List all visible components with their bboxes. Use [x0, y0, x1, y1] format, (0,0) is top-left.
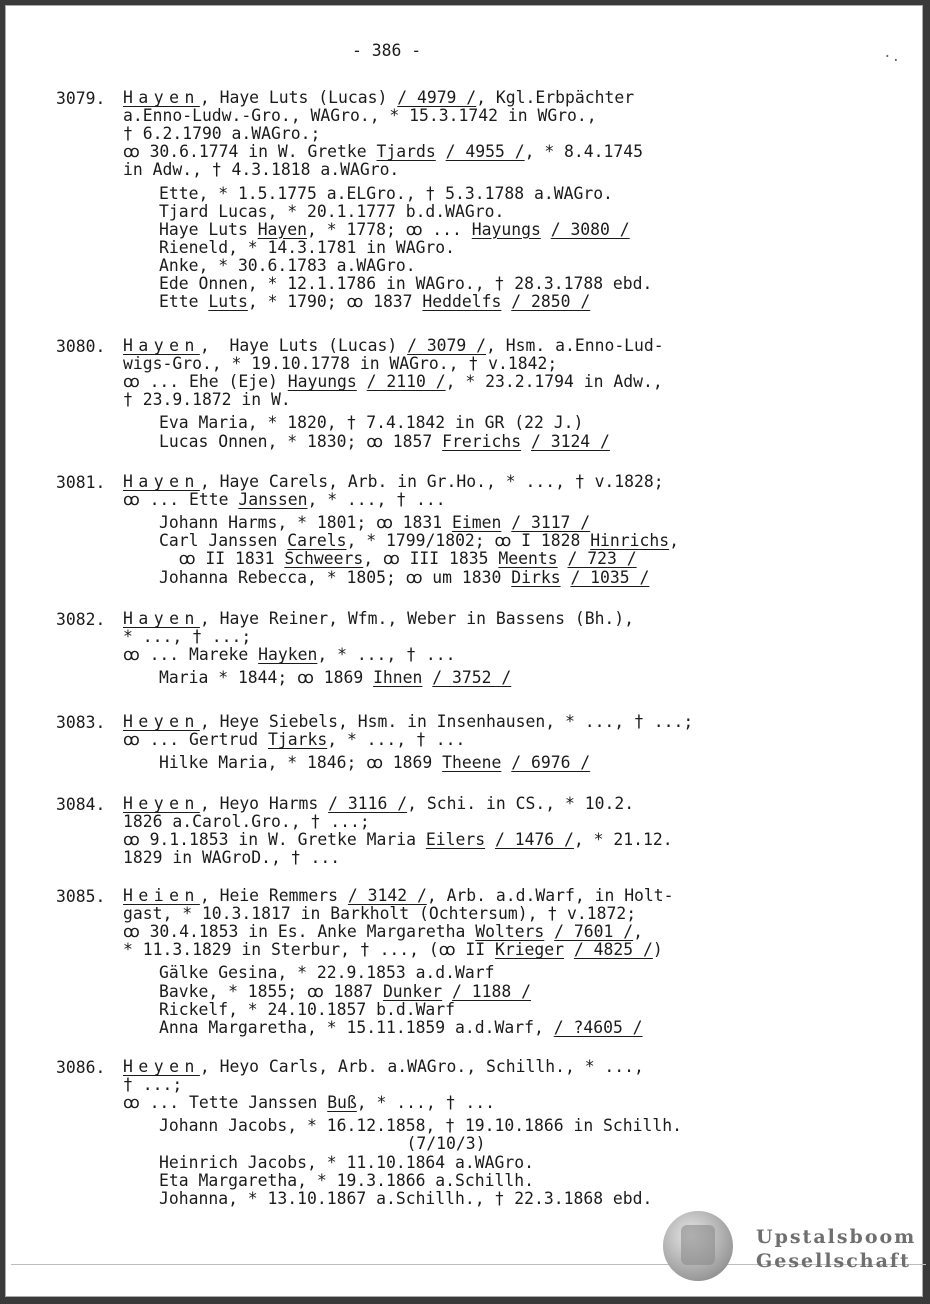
text-segment: , Heie Remmers	[199, 886, 348, 905]
logo-line-1: Upstalsboom	[756, 1226, 917, 1248]
text-segment: (7/10/3)	[406, 1134, 486, 1154]
text-segment: Johann Jacobs, * 16.12.1858, † 19.10.1866 in Schillh.	[159, 1116, 683, 1136]
text-segment: * 11.3.1829 in Sterbur, † ..., (ꝏ II	[123, 940, 495, 960]
underlined-reference: Hayungs	[287, 372, 357, 392]
text-segment: Bavke, * 1855; ꝏ 1887	[159, 981, 383, 1001]
text-segment: , * 1790; ꝏ 1837	[247, 292, 423, 312]
underlined-reference: / 2110 /	[366, 372, 446, 392]
underlined-reference: / 1476 /	[494, 830, 574, 850]
entry-line	[123, 795, 634, 813]
text-segment	[501, 753, 511, 772]
text-segment	[422, 668, 432, 687]
child-line	[159, 983, 531, 1001]
child-line	[159, 433, 610, 451]
text-segment: , ꝏ III 1835	[363, 549, 499, 569]
text-segment: , * ..., † ...	[356, 1093, 495, 1113]
text-segment: Ette, * 1.5.1775 a.ELGro., † 5.3.1788 a.WAGro.	[159, 183, 613, 203]
text-segment: 1826 a.Carol.Gro., † ...;	[123, 812, 370, 832]
text-segment: † 23.9.1872 in W.	[123, 390, 291, 410]
text-segment: Heinrich Jacobs, * 11.10.1864 a.WAGro.	[159, 1152, 534, 1172]
text-segment: wigs-Gro., * 19.10.1778 in WAGro., † v.1842;	[123, 354, 558, 374]
entry-line	[123, 161, 399, 179]
entry-line	[123, 143, 643, 161]
entry-line	[123, 941, 663, 959]
entry-line	[123, 391, 291, 409]
text-segment: ꝏ 30.6.1774 in W. Gretke	[123, 142, 377, 162]
text-segment	[558, 549, 568, 568]
text-segment	[521, 432, 531, 451]
underlined-reference: Dirks	[511, 567, 561, 587]
text-segment	[442, 982, 452, 1001]
underlined-reference: Tjards	[376, 142, 436, 162]
text-segment: Haye Luts	[159, 219, 258, 239]
text-segment: Tjard Lucas, * 20.1.1777 b.d.WAGro.	[159, 201, 505, 221]
text-segment: , * 1799/1802; ꝏ I 1828	[346, 531, 591, 551]
upstalsboom-seal-icon	[663, 1211, 733, 1281]
text-segment: , Heyo Harms	[199, 794, 329, 813]
text-segment: ꝏ ... Gertrud	[123, 730, 268, 750]
child-line	[159, 514, 590, 532]
text-segment: Maria * 1844; ꝏ 1869	[159, 668, 374, 688]
text-segment: )	[652, 940, 663, 960]
text-segment: ꝏ 30.4.1853 in Es. Anke Margaretha	[123, 922, 476, 942]
underlined-reference: Heddelfs	[422, 292, 502, 312]
entry-line	[123, 610, 634, 628]
text-segment: Rickelf, * 24.10.1857 b.d.Warf	[159, 999, 456, 1019]
text-segment	[357, 372, 367, 391]
underlined-reference: Krieger	[494, 940, 565, 960]
page-number: - 386 -	[352, 41, 422, 60]
text-segment: , Haye Carels, Arb. in Gr.Ho., * ..., † v.1828;	[199, 472, 664, 491]
underlined-reference: / 4955 /	[445, 142, 525, 162]
underlined-reference: Buß	[327, 1093, 357, 1113]
entry-number: 3084.	[56, 795, 106, 814]
child-line	[179, 550, 637, 568]
text-segment: Rieneld, * 14.3.1781 in WAGro.	[159, 237, 456, 257]
entry-line	[123, 355, 557, 373]
child-line	[407, 1135, 486, 1153]
text-segment: Lucas Onnen, * 1830; ꝏ 1857	[159, 431, 443, 451]
underlined-reference: Luts	[208, 292, 248, 312]
child-line	[159, 532, 679, 550]
underlined-reference: / 3117 /	[511, 513, 591, 533]
child-line	[159, 239, 455, 257]
underlined-reference: Theene	[442, 753, 502, 773]
entry-line	[123, 628, 251, 646]
text-segment: ꝏ ... Mareke	[123, 645, 259, 665]
text-segment: , * 1778; ꝏ ...	[307, 219, 472, 239]
text-segment: 1829 in WAGroD., † ...	[123, 848, 341, 868]
text-segment: gast, * 10.3.1817 in Barkholt (Ochtersum), † v.1872;	[123, 904, 637, 924]
text-segment: , Arb. a.d.Warf, in Holt-	[426, 886, 674, 905]
text-segment: , * ..., † ...	[307, 490, 446, 510]
underlined-reference: / 723 /	[567, 549, 637, 569]
text-segment: , Haye Luts (Lucas)	[199, 88, 398, 107]
text-segment	[436, 142, 446, 161]
entry-line	[123, 125, 320, 143]
underlined-reference: / 3124 /	[530, 431, 610, 451]
text-segment: * ..., † ...;	[123, 627, 252, 647]
child-line	[159, 1019, 643, 1037]
text-segment: , * ..., † ...	[317, 645, 456, 665]
text-segment: , * 23.2.1794 in Adw.,	[445, 372, 663, 392]
underlined-reference: / 3752 /	[432, 668, 512, 688]
child-line	[159, 1172, 534, 1190]
entry-line	[123, 849, 340, 867]
entry-line	[123, 337, 664, 355]
text-segment: ,	[669, 531, 680, 551]
text-segment: ꝏ II 1831	[178, 549, 285, 569]
underlined-reference: / 2850 /	[511, 292, 591, 312]
underlined-reference: / 3116 /	[328, 794, 408, 813]
text-segment: Ede Onnen, * 12.1.1786 in WAGro., † 28.3.1788 ebd.	[159, 274, 653, 293]
child-line	[159, 1154, 534, 1172]
child-line	[159, 257, 416, 275]
text-segment: Eta Margaretha, * 19.3.1866 a.Schillh.	[159, 1170, 534, 1190]
entry-number: 3086.	[56, 1058, 106, 1077]
text-segment: Anke, * 30.6.1783 a.WAGro.	[159, 255, 416, 275]
underlined-reference: Eilers	[425, 830, 486, 850]
text-segment: ,	[633, 922, 643, 942]
underlined-reference: Tjarks	[267, 730, 328, 750]
underlined-reference: / 6976 /	[511, 753, 591, 773]
logo-line-2: Gesellschaft	[756, 1250, 911, 1272]
entry-line	[123, 1094, 495, 1112]
margin-mark: ·.	[883, 49, 900, 65]
text-segment: Anna Margaretha, * 15.11.1859 a.d.Warf,	[159, 1017, 554, 1037]
underlined-reference: / 4825 /	[573, 940, 653, 960]
text-segment: Johann Harms, * 1801; ꝏ 1831	[159, 513, 452, 533]
child-line	[159, 185, 613, 203]
text-segment	[564, 940, 574, 959]
underlined-reference: / 3142 /	[347, 886, 427, 905]
text-segment	[501, 513, 511, 532]
underlined-reference: Eimen	[452, 513, 502, 533]
text-segment: Johanna Rebecca, * 1805; ꝏ um 1830	[159, 567, 512, 587]
text-segment: , Kgl.Erbpächter	[476, 88, 635, 107]
child-line	[159, 221, 630, 239]
text-segment: a.Enno-Ludw.-Gro., WAGro., * 15.3.1742 in WGro.,	[123, 106, 597, 126]
entry-line	[123, 731, 465, 749]
entry-number: 3079.	[56, 89, 106, 108]
text-segment: Gälke Gesina, * 22.9.1853 a.d.Warf	[159, 963, 495, 983]
entry-line	[123, 373, 663, 391]
text-segment: Johanna, * 13.10.1867 a.Schillh., † 22.3.1868 ebd.	[159, 1188, 653, 1208]
surname-heading: Hayen	[123, 336, 200, 355]
text-segment: ꝏ ... Ehe (Eje)	[123, 372, 288, 392]
text-segment: , Schi. in CS., * 10.2.	[407, 794, 635, 813]
text-segment: Eva Maria, * 1820, † 7.4.1842 in GR (22 J.)	[159, 413, 584, 433]
document-page	[5, 5, 923, 1297]
text-segment: Ette	[159, 292, 209, 312]
text-segment: , * ..., † ...	[327, 730, 466, 750]
text-segment: † ...;	[123, 1075, 183, 1095]
text-segment: , Hsm. a.Enno-Lud-	[486, 336, 664, 355]
underlined-reference: Hayen	[257, 219, 308, 239]
text-segment: in Adw., † 4.3.1818 a.WAGro.	[123, 160, 400, 180]
surname-heading: Heyen	[123, 712, 200, 731]
underlined-reference: / 3080 /	[550, 219, 630, 239]
text-segment	[544, 922, 554, 941]
entry-line	[123, 923, 643, 941]
underlined-reference: Hayken	[258, 645, 318, 665]
child-line	[159, 964, 495, 982]
entry-line	[123, 905, 636, 923]
underlined-reference: / 7601 /	[554, 922, 634, 942]
underlined-reference: / 1035 /	[570, 567, 650, 587]
underlined-reference: Wolters	[475, 922, 545, 942]
entry-line	[123, 473, 664, 491]
entry-line	[123, 831, 673, 849]
underlined-reference: Frerichs	[442, 431, 522, 451]
surname-heading: Hayen	[123, 609, 200, 628]
underlined-reference: Ihnen	[373, 668, 423, 688]
text-segment: , Heye Siebels, Hsm. in Insenhausen, * ..., † ...;	[199, 712, 694, 731]
entry-line	[123, 646, 456, 664]
child-line	[159, 669, 511, 687]
underlined-reference: Schweers	[284, 549, 364, 569]
child-line	[159, 414, 583, 432]
text-segment: , Heyo Carls, Arb. a.WAGro., Schillh., * ...,	[199, 1057, 644, 1076]
entry-line	[123, 89, 634, 107]
child-line	[159, 293, 590, 311]
entry-line	[123, 491, 446, 509]
surname-heading: Heyen	[123, 794, 200, 813]
entry-line	[123, 1076, 182, 1094]
child-line	[159, 1001, 455, 1019]
underlined-reference: Carels	[287, 531, 347, 551]
text-segment: Carl Janssen	[159, 531, 288, 551]
text-segment: ꝏ 9.1.1853 in W. Gretke Maria	[123, 830, 426, 850]
text-segment	[561, 568, 571, 587]
entry-number: 3083.	[56, 713, 106, 732]
underlined-reference: Dunker	[382, 981, 443, 1001]
underlined-reference: / 1188 /	[452, 981, 531, 1001]
child-line	[159, 1117, 682, 1135]
child-line	[159, 569, 649, 587]
surname-heading: Hayen	[123, 472, 200, 491]
entry-line	[123, 813, 370, 831]
text-segment: ꝏ ... Tette Janssen	[123, 1093, 328, 1113]
entry-line	[123, 713, 693, 731]
underlined-reference: / 3079 /	[407, 336, 487, 355]
underlined-reference: Janssen	[238, 490, 308, 510]
text-segment: † 6.2.1790 a.WAGro.;	[123, 124, 321, 144]
text-segment: , Haye Reiner, Wfm., Weber in Bassens (Bh.),	[199, 609, 635, 628]
surname-heading: Heien	[123, 886, 200, 905]
entry-number: 3081.	[56, 473, 106, 492]
entry-number: 3080.	[56, 337, 106, 356]
child-line	[159, 1190, 652, 1208]
underlined-reference: Hayungs	[471, 219, 541, 239]
underlined-reference: / ?4605 /	[553, 1017, 643, 1037]
child-line	[159, 754, 590, 772]
text-segment	[541, 220, 551, 239]
underlined-reference: Hinrichs	[590, 531, 670, 551]
entry-number: 3085.	[56, 887, 106, 906]
text-segment: , * 21.12.	[573, 830, 673, 850]
entry-number: 3082.	[56, 610, 106, 629]
text-segment: , * 8.4.1745	[524, 142, 643, 162]
entry-line	[123, 1058, 644, 1076]
entry-line	[123, 887, 674, 905]
text-segment	[501, 292, 511, 311]
text-segment: , Haye Luts (Lucas)	[199, 336, 408, 355]
entry-line	[123, 107, 597, 125]
child-line	[159, 275, 652, 293]
underlined-reference: Meents	[498, 549, 558, 569]
text-segment: Hilke Maria, * 1846; ꝏ 1869	[159, 753, 443, 773]
child-line	[159, 203, 504, 221]
text-segment: ꝏ ... Ette	[123, 490, 239, 510]
surname-heading: Hayen	[123, 88, 200, 107]
surname-heading: Heyen	[123, 1057, 200, 1076]
underlined-reference: / 4979 /	[397, 88, 477, 107]
text-segment	[485, 830, 495, 849]
